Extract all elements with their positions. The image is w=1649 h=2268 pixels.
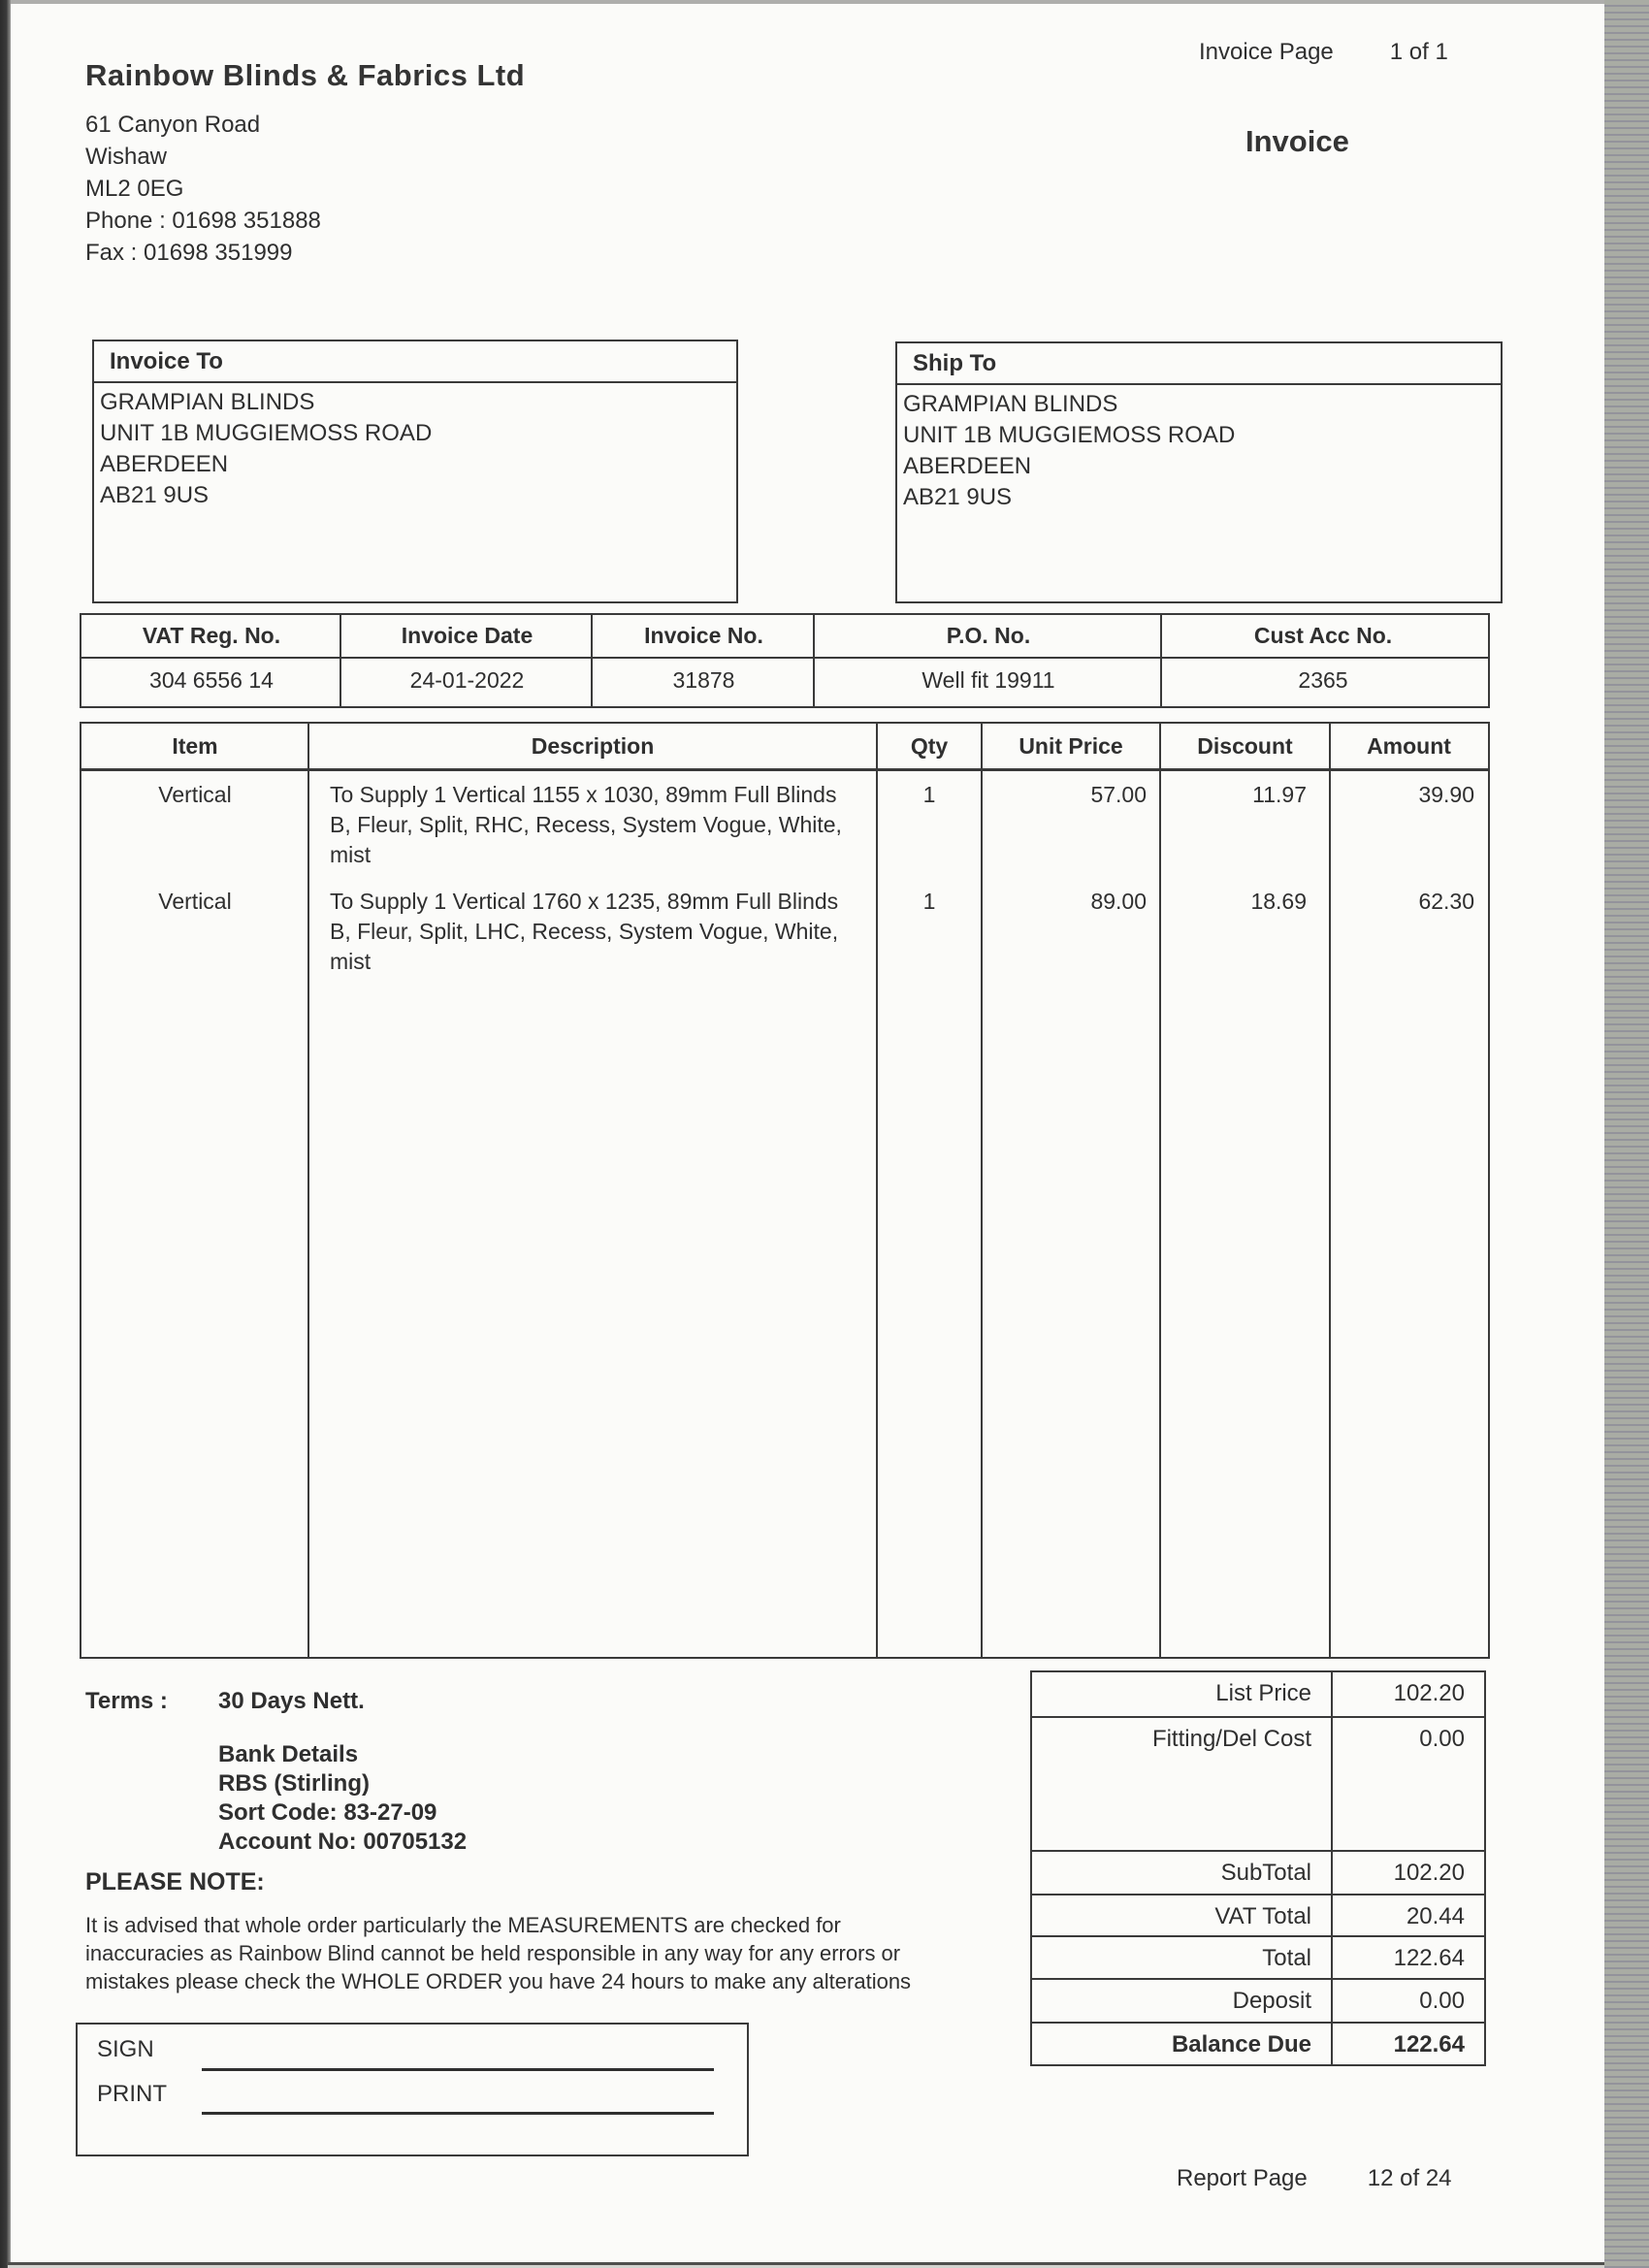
meta-divider bbox=[340, 615, 341, 706]
item-unit-price: 89.00 bbox=[1090, 889, 1147, 914]
company-address-line: Wishaw bbox=[85, 144, 168, 170]
item-unit-price: 57.00 bbox=[1090, 782, 1147, 807]
table-row bbox=[81, 771, 1488, 878]
invoice-to-label: Invoice To bbox=[94, 341, 736, 383]
bank-account-no: Account No: 00705132 bbox=[218, 1829, 468, 1855]
invoice-to-address bbox=[94, 383, 736, 511]
report-page-label: Report Page bbox=[1177, 2165, 1308, 2191]
sign-label: SIGN bbox=[97, 2036, 154, 2062]
meta-divider bbox=[1160, 615, 1162, 706]
vat-reg-no: 304 6556 14 bbox=[149, 667, 274, 693]
balance-due-label: Balance Due bbox=[1171, 2031, 1311, 2057]
print-label: PRINT bbox=[97, 2081, 167, 2107]
invoice-date: 24-01-2022 bbox=[409, 667, 525, 693]
item-qty: 1 bbox=[922, 782, 936, 807]
total-value: 102.20 bbox=[1331, 1672, 1484, 1716]
total-value: 20.44 bbox=[1331, 1895, 1484, 1935]
ship-to-address bbox=[897, 385, 1501, 513]
total-row-list-price bbox=[1032, 1672, 1484, 1716]
ship-to-line: GRAMPIAN BLINDS bbox=[903, 391, 1118, 417]
company-address bbox=[85, 109, 321, 269]
company-name: Rainbow Blinds & Fabrics Ltd bbox=[85, 58, 526, 92]
scan-edge-bottom bbox=[8, 2262, 1604, 2265]
items-divider bbox=[981, 724, 983, 1657]
company-phone: Phone : 01698 351888 bbox=[85, 208, 321, 234]
invoice-no: 31878 bbox=[672, 667, 735, 693]
total-label: VAT Total bbox=[1214, 1903, 1311, 1929]
total-label: Fitting/Del Cost bbox=[1151, 1726, 1311, 1752]
meta-header-row bbox=[81, 615, 1488, 659]
total-label: SubTotal bbox=[1220, 1860, 1311, 1886]
scan-edge-top bbox=[0, 0, 1649, 4]
bank-details-heading: Bank Details bbox=[218, 1741, 359, 1767]
invoice-to-line: ABERDEEN bbox=[100, 451, 229, 477]
items-divider bbox=[1329, 724, 1331, 1657]
meta-header-po: P.O. No. bbox=[946, 623, 1031, 648]
meta-header-cust-acc: Cust Acc No. bbox=[1253, 623, 1393, 648]
company-address-line: ML2 0EG bbox=[85, 176, 184, 202]
items-header-amount: Amount bbox=[1367, 732, 1451, 759]
print-line bbox=[202, 2112, 714, 2115]
item-discount: 11.97 bbox=[1252, 782, 1307, 807]
items-header-row bbox=[81, 724, 1488, 771]
report-page-ref bbox=[1177, 2165, 1452, 2192]
items-header-description: Description bbox=[531, 732, 655, 759]
total-row-subtotal bbox=[1032, 1850, 1484, 1894]
meta-header-date: Invoice Date bbox=[401, 623, 534, 648]
total-row-deposit bbox=[1032, 1978, 1484, 2022]
item-amount: 39.90 bbox=[1418, 782, 1474, 807]
items-header-discount: Discount bbox=[1197, 732, 1293, 759]
bank-details bbox=[218, 1740, 467, 1857]
total-row-fitting-del-cost bbox=[1032, 1716, 1484, 1850]
total-label: List Price bbox=[1215, 1680, 1311, 1706]
document-title: Invoice bbox=[1245, 124, 1349, 158]
item-type: Vertical bbox=[158, 889, 232, 914]
total-value: 102.20 bbox=[1331, 1852, 1484, 1894]
terms-row bbox=[85, 1688, 365, 1715]
items-divider bbox=[876, 724, 878, 1657]
meta-value-row bbox=[81, 659, 1488, 702]
line-items-table bbox=[80, 722, 1490, 1659]
invoice-to-line: AB21 9US bbox=[100, 482, 210, 508]
cust-acc-no: 2365 bbox=[1298, 667, 1348, 693]
terms-value: 30 Days Nett. bbox=[218, 1688, 365, 1714]
item-qty: 1 bbox=[922, 889, 936, 914]
items-divider bbox=[1159, 724, 1161, 1657]
total-value: 0.00 bbox=[1331, 1980, 1484, 2022]
invoice-to-line: UNIT 1B MUGGIEMOSS ROAD bbox=[100, 420, 433, 446]
invoice-page-label: Invoice Page bbox=[1199, 39, 1334, 65]
bank-sort-code: Sort Code: 83-27-09 bbox=[218, 1799, 437, 1826]
item-description: To Supply 1 Vertical 1155 x 1030, 89mm Full Blinds B, Fleur, Split, RHC, Recess, System Vogue, White, mist bbox=[330, 782, 842, 867]
ship-to-label: Ship To bbox=[897, 343, 1501, 385]
totals-box bbox=[1030, 1670, 1486, 2066]
ship-to-box bbox=[895, 341, 1503, 603]
total-value: 122.64 bbox=[1331, 1937, 1484, 1978]
total-row-balance-due bbox=[1032, 2022, 1484, 2064]
item-discount: 18.69 bbox=[1250, 889, 1307, 914]
items-divider bbox=[307, 724, 309, 1657]
po-no: Well fit 19911 bbox=[922, 667, 1055, 693]
company-address-line: 61 Canyon Road bbox=[85, 112, 261, 138]
bank-name: RBS (Stirling) bbox=[218, 1770, 370, 1797]
invoice-page-ref bbox=[1199, 39, 1448, 66]
sign-line bbox=[202, 2068, 714, 2071]
ship-to-line: ABERDEEN bbox=[903, 453, 1032, 479]
scan-edge-left bbox=[0, 0, 11, 2268]
total-row-total bbox=[1032, 1935, 1484, 1978]
item-type: Vertical bbox=[158, 782, 232, 807]
please-note-body: It is advised that whole order particularly the MEASUREMENTS are checked for inaccuracies as Rainbow Blind cannot be held responsible in any way for any errors or mistakes please check the WHOLE ORDER you have 24 hours to make any alterations bbox=[85, 1913, 912, 1993]
company-fax: Fax : 01698 351999 bbox=[85, 240, 293, 266]
total-value: 0.00 bbox=[1331, 1718, 1484, 1850]
terms-label: Terms : bbox=[85, 1688, 168, 1714]
invoice-to-box bbox=[92, 340, 738, 603]
items-header-item: Item bbox=[172, 732, 218, 759]
total-label: Total bbox=[1262, 1945, 1311, 1971]
item-amount: 62.30 bbox=[1418, 889, 1474, 914]
ship-to-line: AB21 9US bbox=[903, 484, 1013, 510]
meta-header-invoice-no: Invoice No. bbox=[644, 623, 763, 648]
table-row bbox=[81, 878, 1488, 977]
please-note-heading: PLEASE NOTE: bbox=[85, 1868, 265, 1895]
report-page-value: 12 of 24 bbox=[1367, 2165, 1452, 2191]
invoice-page-value: 1 of 1 bbox=[1389, 39, 1448, 65]
meta-divider bbox=[813, 615, 815, 706]
invoice-meta-table bbox=[80, 613, 1490, 708]
signature-box bbox=[76, 2023, 749, 2156]
items-header-unit-price: Unit Price bbox=[1018, 732, 1123, 759]
item-description: To Supply 1 Vertical 1760 x 1235, 89mm Full Blinds B, Fleur, Split, LHC, Recess, System Vogue, White, mist bbox=[330, 889, 839, 974]
invoice-to-line: GRAMPIAN BLINDS bbox=[100, 389, 315, 415]
meta-divider bbox=[591, 615, 593, 706]
total-row-vat-total bbox=[1032, 1894, 1484, 1935]
meta-header-vat: VAT Reg. No. bbox=[142, 623, 281, 648]
scan-edge-right bbox=[1604, 0, 1649, 2268]
total-label: Deposit bbox=[1232, 1988, 1311, 2014]
balance-due-value: 122.64 bbox=[1331, 2024, 1484, 2064]
items-header-qty: Qty bbox=[910, 732, 949, 759]
ship-to-line: UNIT 1B MUGGIEMOSS ROAD bbox=[903, 422, 1236, 448]
